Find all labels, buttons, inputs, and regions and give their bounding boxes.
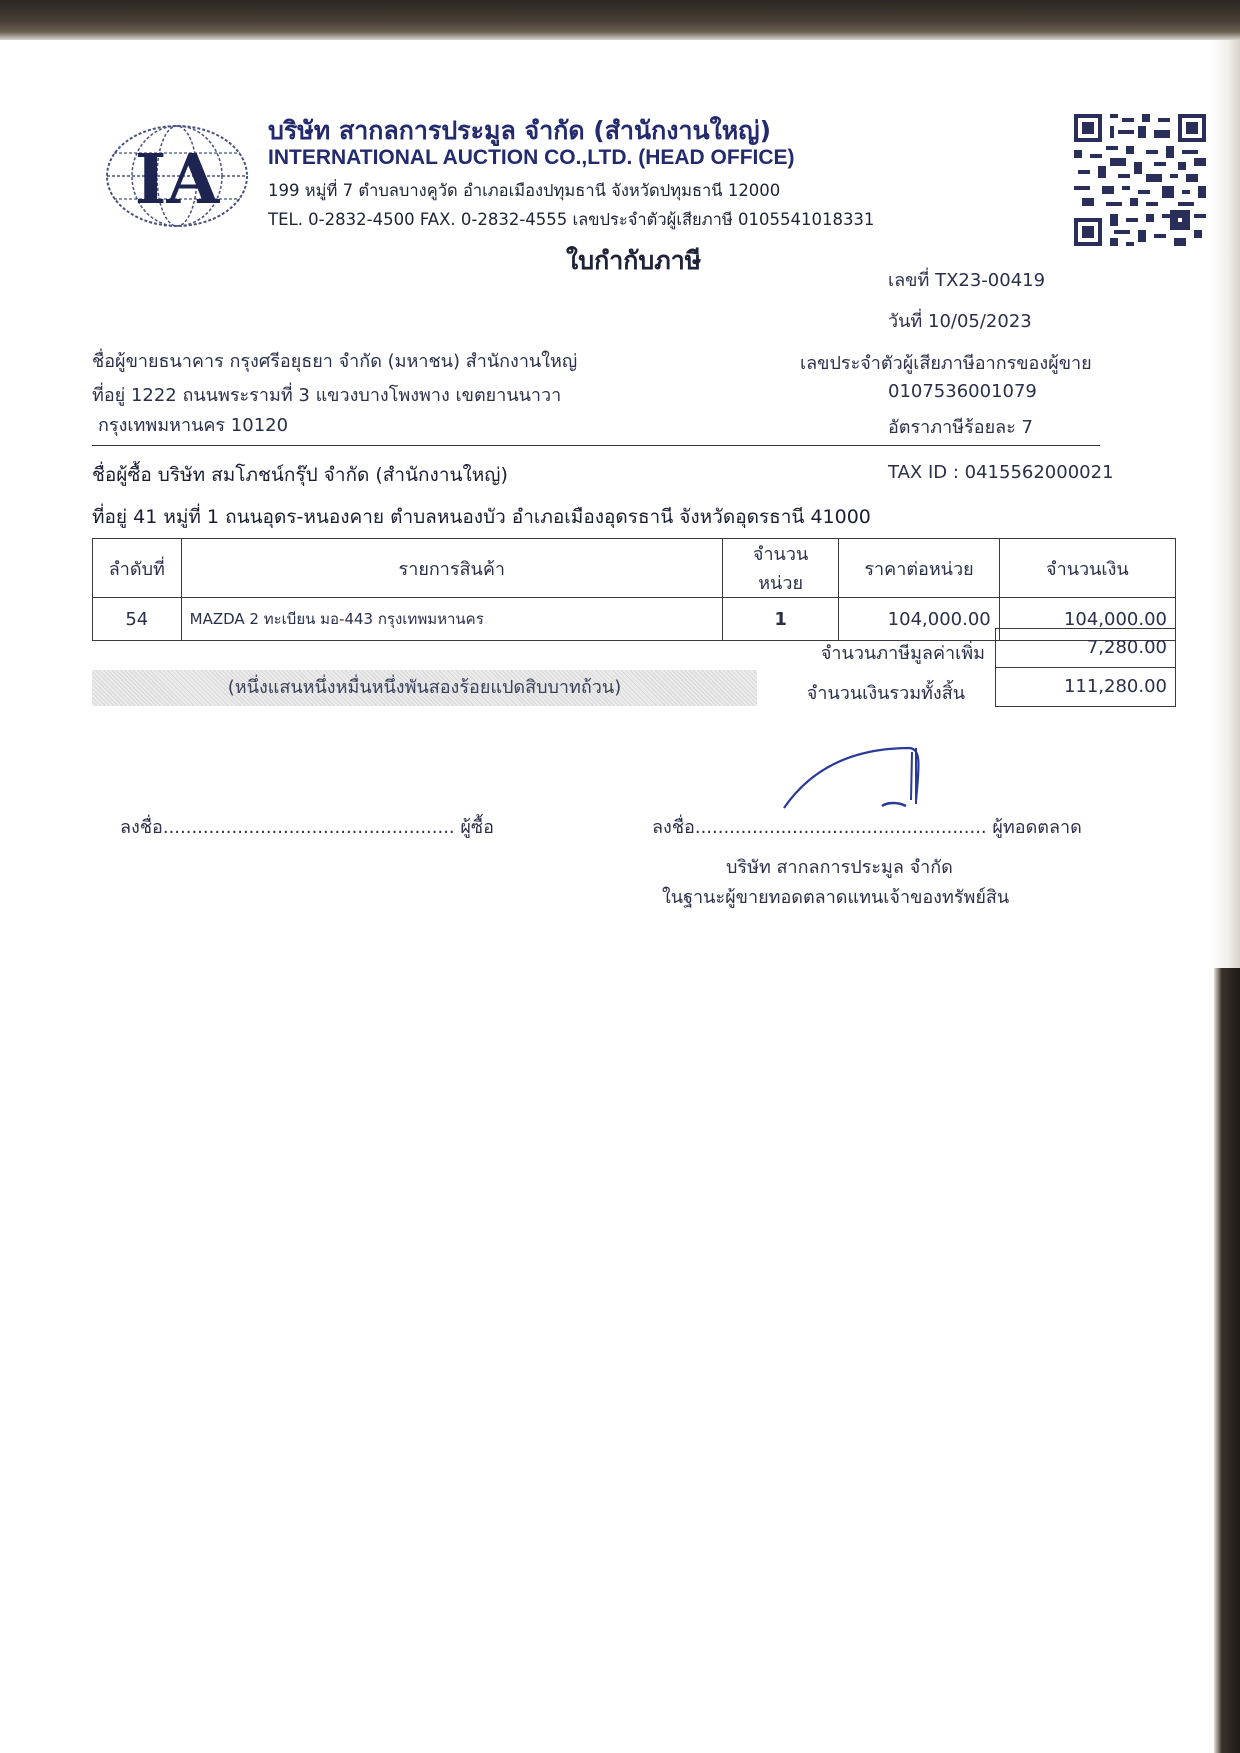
seller-address-line2: กรุงเทพมหานคร 10120: [98, 415, 289, 436]
company-name-thai: บริษัท สากลการประมูล จำกัด (สำนักงานใหญ่): [268, 116, 772, 145]
qr-code: [1074, 114, 1206, 246]
company-contact: TEL. 0-2832-4500 FAX. 0-2832-4555 เลขประจำตัวผู้เสียภาษี 0105541018331: [268, 210, 875, 229]
col-header-unit-price: ราคาต่อหน่วย: [839, 539, 999, 598]
col-header-item: รายการสินค้า: [181, 539, 722, 598]
seller-tax-id-label: เลขประจำตัวผู้เสียภาษีอากรของผู้ขาย: [800, 353, 1092, 374]
divider: [92, 445, 1100, 446]
table-header-row: [93, 539, 1176, 598]
company-name-english: INTERNATIONAL AUCTION CO.,LTD. (HEAD OFFICE): [268, 146, 795, 169]
cell-unit-price: 104,000.00: [839, 598, 999, 641]
vat-rate: อัตราภาษีร้อยละ 7: [888, 417, 1034, 438]
seller-tax-id: 0107536001079: [888, 381, 1037, 402]
scan-binding-right: [1214, 968, 1240, 1753]
cell-item: MAZDA 2 ทะเบียน มอ-443 กรุงเทพมหานคร: [181, 598, 722, 641]
document-date: วันที่ 10/05/2023: [888, 311, 1032, 332]
amount-in-words: (หนึ่งแสนหนึ่งหมื่นหนึ่งพันสองร้อยแปดสิบบาทถ้วน): [92, 670, 757, 706]
buyer-address: ที่อยู่ 41 หมู่ที่ 1 ถนนอุดร-หนองคาย ตำบลหนองบัว อำเภอเมืองอุดรธานี จังหวัดอุดรธานี 41000: [92, 506, 871, 528]
buyer-signature-line: ลงชื่อ................................................... ผู้ซื้อ: [120, 817, 494, 838]
scan-edge-right: [1210, 40, 1240, 968]
company-logo: [104, 123, 250, 229]
total-label: จำนวนเงินรวมทั้งสิ้น: [806, 683, 965, 704]
signer-company: บริษัท สากลการประมูล จำกัด: [726, 857, 953, 878]
svg-text:IA: IA: [134, 140, 220, 220]
total-value: 111,280.00: [995, 667, 1176, 707]
items-table: [92, 538, 1176, 641]
cell-amount: 104,000.00: [999, 598, 1175, 641]
document-title: ใบกำกับภาษี: [566, 246, 702, 275]
cell-qty: 1: [722, 598, 838, 641]
vat-label: จำนวนภาษีมูลค่าเพิ่ม: [820, 643, 985, 664]
signature-scribble: [770, 740, 940, 820]
buyer-name: ชื่อผู้ซื้อ บริษัท สมโภชน์กรุ๊ป จำกัด (สำนักงานใหญ่): [92, 464, 508, 486]
buyer-tax-id: TAX ID : 0415562000021: [888, 462, 1114, 483]
seller-address-line1: ที่อยู่ 1222 ถนนพระรามที่ 3 แขวงบางโพงพาง เขตยานนาวา: [92, 385, 562, 406]
document-number: เลขที่ TX23-00419: [888, 270, 1046, 291]
col-header-amount: จำนวนเงิน: [999, 539, 1175, 598]
company-address: 199 หมู่ที่ 7 ตำบลบางคูวัด อำเภอเมืองปทุมธานี จังหวัดปทุมธานี 12000: [268, 181, 781, 200]
signer-role: ในฐานะผู้ขายทอดตลาดแทนเจ้าของทรัพย์สิน: [662, 887, 1010, 908]
scan-edge-top: [0, 0, 1240, 40]
seller-name: ชื่อผู้ขายธนาคาร กรุงศรีอยุธยา จำกัด (มหาชน) สำนักงานใหญ่: [92, 351, 578, 372]
col-header-qty: จำนวนหน่วย: [722, 539, 838, 598]
vat-value: 7,280.00: [995, 628, 1176, 668]
auctioneer-signature-line: ลงชื่อ................................................... ผู้ทอดตลาด: [652, 817, 1082, 838]
cell-seq: 54: [93, 598, 182, 641]
col-header-seq: ลำดับที่: [93, 539, 182, 598]
